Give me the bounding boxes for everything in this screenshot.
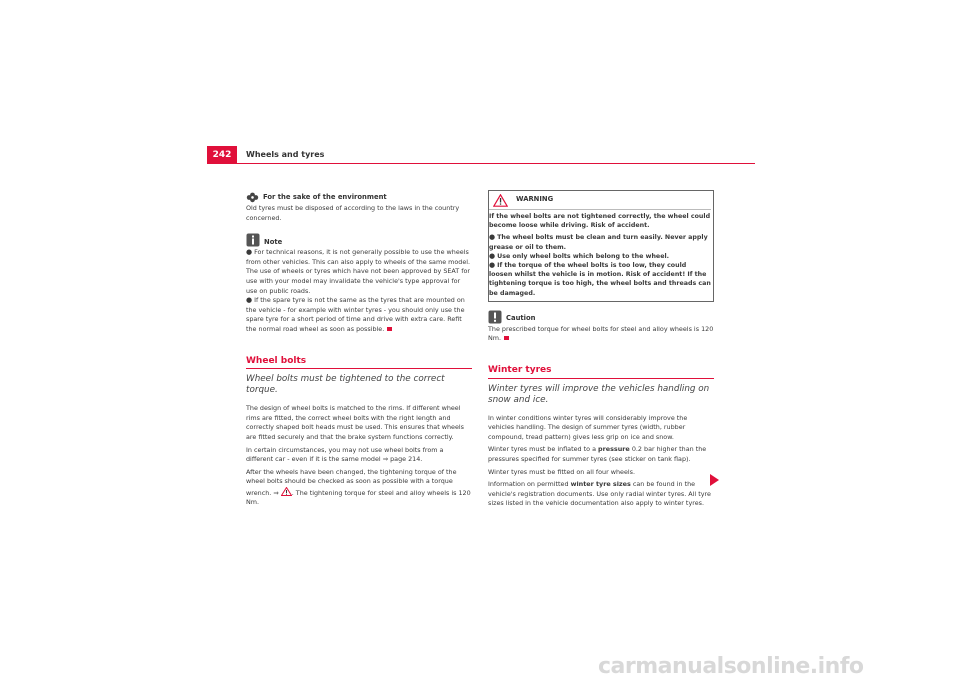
note-info-icon — [246, 233, 260, 247]
note-item-1: ● For technical reasons, it is not generally possible to use the wheels from other vehicles. This can also apply to wheels of the same model. The use of wheels or tyres which have not been approved by SEAT for use with your model may invalidate the vehicle's type approval for use on public roads. — [246, 248, 471, 295]
right-column — [488, 190, 714, 512]
warning-item-2: ● Use only wheel bolts which belong to the wheel. — [489, 251, 670, 260]
chapter-title: Wheels and tyres — [246, 150, 325, 159]
bullet-icon: ● — [246, 248, 253, 257]
winter-tyres-p3: Winter tyres must be fitted on all four wheels. — [488, 467, 636, 476]
next-page-arrow-icon — [710, 474, 719, 486]
warning-triangle-icon — [281, 487, 292, 496]
caution-text: The prescribed torque for wheel bolts for steel and alloy wheels is 120 Nm. — [488, 324, 714, 343]
wheel-bolts-p1: The design of wheel bolts is matched to the rims. If different wheel rims are fitted, the correct wheel bolts with the right length and correctly shaped bolt heads must be used. This ensures that wheels are fitted securely and that the brake system functions correctly. — [246, 404, 465, 441]
environment-text: Old tyres must be disposed of according to the laws in the country concerned. — [246, 204, 460, 222]
winter-tyres-subtitle: Winter tyres will improve the vehicles handling on snow and ice. — [488, 383, 710, 405]
warning-label: WARNING — [516, 195, 554, 204]
warning-box — [488, 190, 714, 302]
environment-heading — [246, 192, 472, 203]
warning-triangle-icon — [493, 194, 508, 207]
winter-tyres-title: Winter tyres — [488, 365, 552, 376]
caution-label: Caution — [506, 314, 536, 323]
environment-label: For the sake of the environment — [263, 193, 387, 202]
warning-heading — [489, 191, 711, 210]
winter-tyres-section — [488, 366, 714, 509]
wheel-bolts-p3: After the wheels have been changed, the tightening torque of the wheel bolts should be checked as soon as possible with a torque wrench. ⇒ . The tightening torque for steel and alloy wheels is 120 Nm. — [246, 467, 471, 507]
winter-tyres-p4: Information on permitted winter tyre sizes can be found in the vehicle's registration documents. Use only radial winter tyres. All tyre sizes listed in the vehicle documentation also apply to winter tyres. — [488, 480, 711, 508]
left-column — [246, 192, 472, 511]
watermark: carmanualsonline.info — [598, 654, 864, 679]
section-end-mark — [387, 327, 392, 331]
bullet-icon: ● — [489, 261, 496, 270]
warning-intro: If the wheel bolts are not tightened correctly, the wheel could become loose while driving. Risk of accident. — [489, 213, 711, 230]
warning-item-1: ● The wheel bolts must be clean and turn easily. Never apply grease or oil to them. — [489, 233, 708, 251]
section-rule — [488, 378, 714, 379]
section-rule — [246, 368, 472, 369]
page-number: 242 — [207, 146, 237, 163]
warning-item-3: ● If the torque of the wheel bolts is too low, they could loosen whilst the vehicle is in motion. Risk of accident! If the tightening torque is too high, the wheel bolts and threads can be damaged. — [489, 261, 711, 297]
wheel-bolts-p2: In certain circumstances, you may not use wheel bolts from a different car - even if it is the same model ⇒ page 214. — [246, 445, 444, 464]
wheel-bolts-title: Wheel bolts — [246, 355, 307, 366]
note-item-2: ● If the spare tyre is not the same as the tyres that are mounted on the vehicle - for example with winter tyres - you should only use the spare tyre for a short period of time and drive with extra care. Refit the normal road wheel as soon as possible. — [246, 296, 465, 333]
caution-exclamation-icon — [488, 310, 502, 324]
bullet-icon: ● — [246, 296, 253, 305]
bullet-icon: ● — [489, 233, 496, 242]
note-heading — [246, 233, 472, 247]
environment-flower-icon — [246, 192, 259, 203]
bullet-icon: ● — [489, 251, 496, 260]
wheel-bolts-subtitle: Wheel bolts must be tightened to the correct torque. — [246, 374, 445, 396]
winter-tyres-p2: Winter tyres must be inflated to a pressure 0.2 bar higher than the pressures specified for summer tyres (see sticker on tank flap). — [488, 445, 707, 463]
winter-tyres-p1: In winter conditions winter tyres will considerably improve the vehicles handling. The design of summer tyres (width, rubber compound, tread pattern) gives less grip on ice and snow. — [488, 413, 688, 441]
header-rule — [207, 163, 755, 164]
note-label: Note — [264, 237, 283, 246]
section-end-mark — [504, 336, 509, 340]
caution-heading — [488, 310, 714, 324]
wheel-bolts-section — [246, 357, 472, 509]
